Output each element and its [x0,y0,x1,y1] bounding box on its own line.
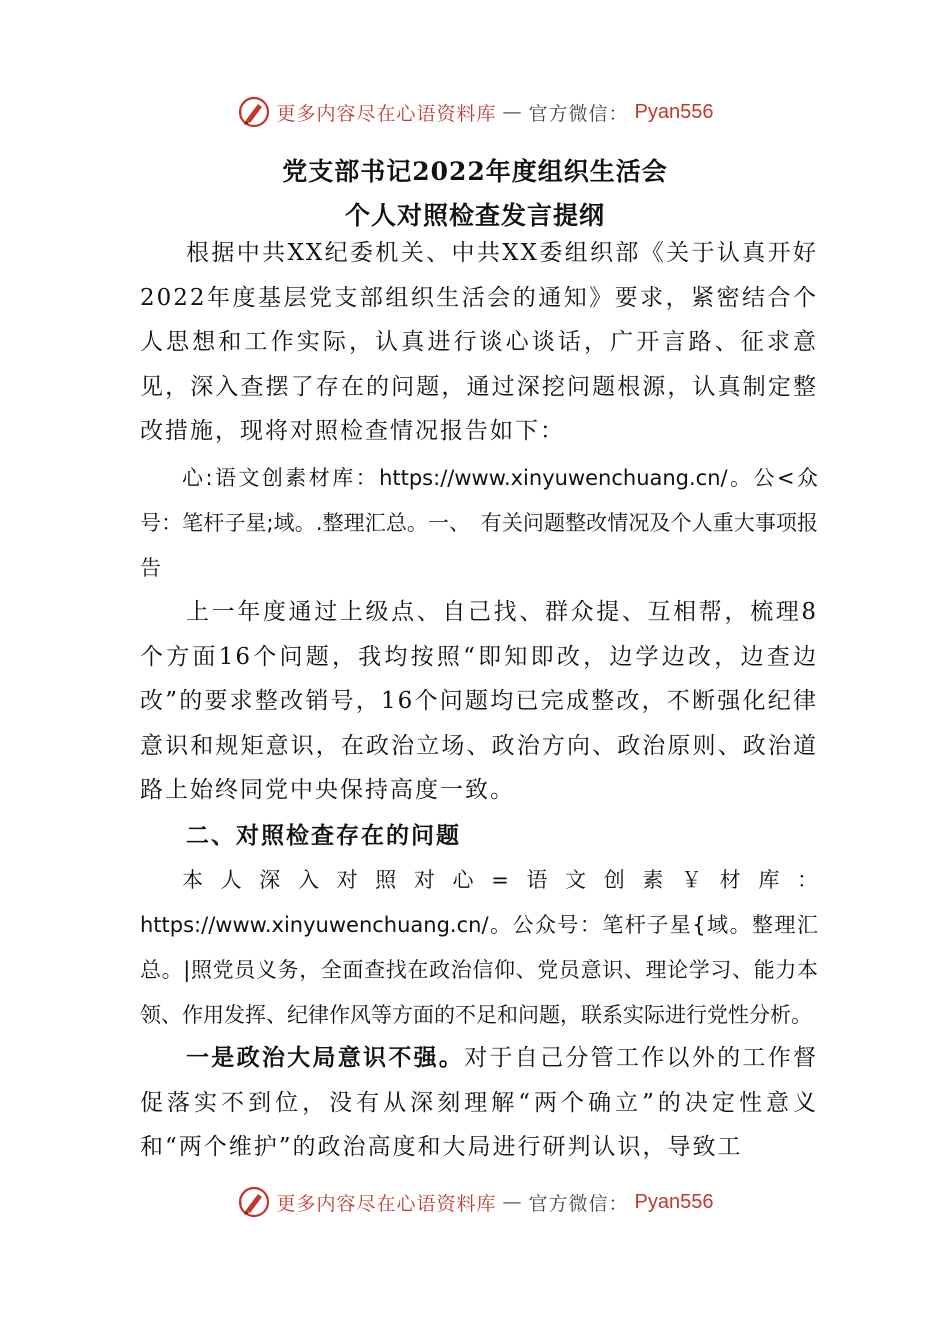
pen-logo-icon [237,95,271,129]
banner-wechat-id: Pyan556 [634,1190,714,1213]
banner-brand: 更多内容尽在心语资料库 [276,102,497,125]
point1-lead: 一是政治大局意识不强。 [186,1044,465,1071]
point1-body: 对于自己分管工作以外的工作督促落实不到位，没有从深刻理解“两个确立”的决定性意义和“两个维护”的政治高度和大局进行研判认识，导致工 [140,1045,819,1160]
footer-banner [0,1182,950,1222]
section2-body-paragraph: 本人深入对照对心=语文创素￥材库：https://www.xinyuwenchuang.cn/。公众号：笔杆子星{域。整理汇总。|照党员义务，全面查找在政治信仰、党员意识、理论学习、能力本领、作用发挥、纪律作风等方面的不足和问题，联系实际进行党性分析。 [140,868,818,1027]
source-note-paragraph: 心:语文创素材库：https://www.xinyuwenchuang.cn/。公<众号：笔杆子星;域。.整理汇总。一、 有关问题整改情况及个人重大事项报告 [140,466,818,580]
intro-paragraph: 根据中共XX纪委机关、中共XX委组织部《关于认真开好2022年度基层党支部组织生活会的通知》要求，紧密结合个人思想和工作实际，认真进行谈心谈话，广开言路、征求意见，深入查摆了存在的问题，通过深挖问题根源，认真制定整改措施，现将对照检查情况报告如下： [140,240,818,444]
pen-logo-icon [237,1185,271,1219]
rectification-paragraph: 上一年度通过上级点、自己找、群众提、互相帮，梳理8个方面16个问题，我均按照“即知即改，边学边改，边查边改”的要求整改销号，16个问题均已完成整改，不断强化纪律意识和规矩意识，在政治立场、政治方向、政治原则、政治道路上始终同党中央保持高度一致。 [140,599,818,803]
banner-wechat-id: Pyan556 [634,100,714,123]
banner-brand: 更多内容尽在心语资料库 [276,1192,497,1215]
point1-paragraph [140,1036,818,1170]
banner-wechat-label: 官方微信： [528,1192,629,1215]
banner-separator: — [502,101,523,123]
section2-heading: 二、对照检查存在的问题 [186,822,461,849]
document-title-line1: 党支部书记2022年度组织生活会 [282,157,668,186]
document-title-line2: 个人对照检查发言提纲 [344,201,605,230]
header-banner [0,92,950,132]
banner-separator: — [502,1191,523,1213]
banner-wechat-label: 官方微信： [528,102,629,125]
